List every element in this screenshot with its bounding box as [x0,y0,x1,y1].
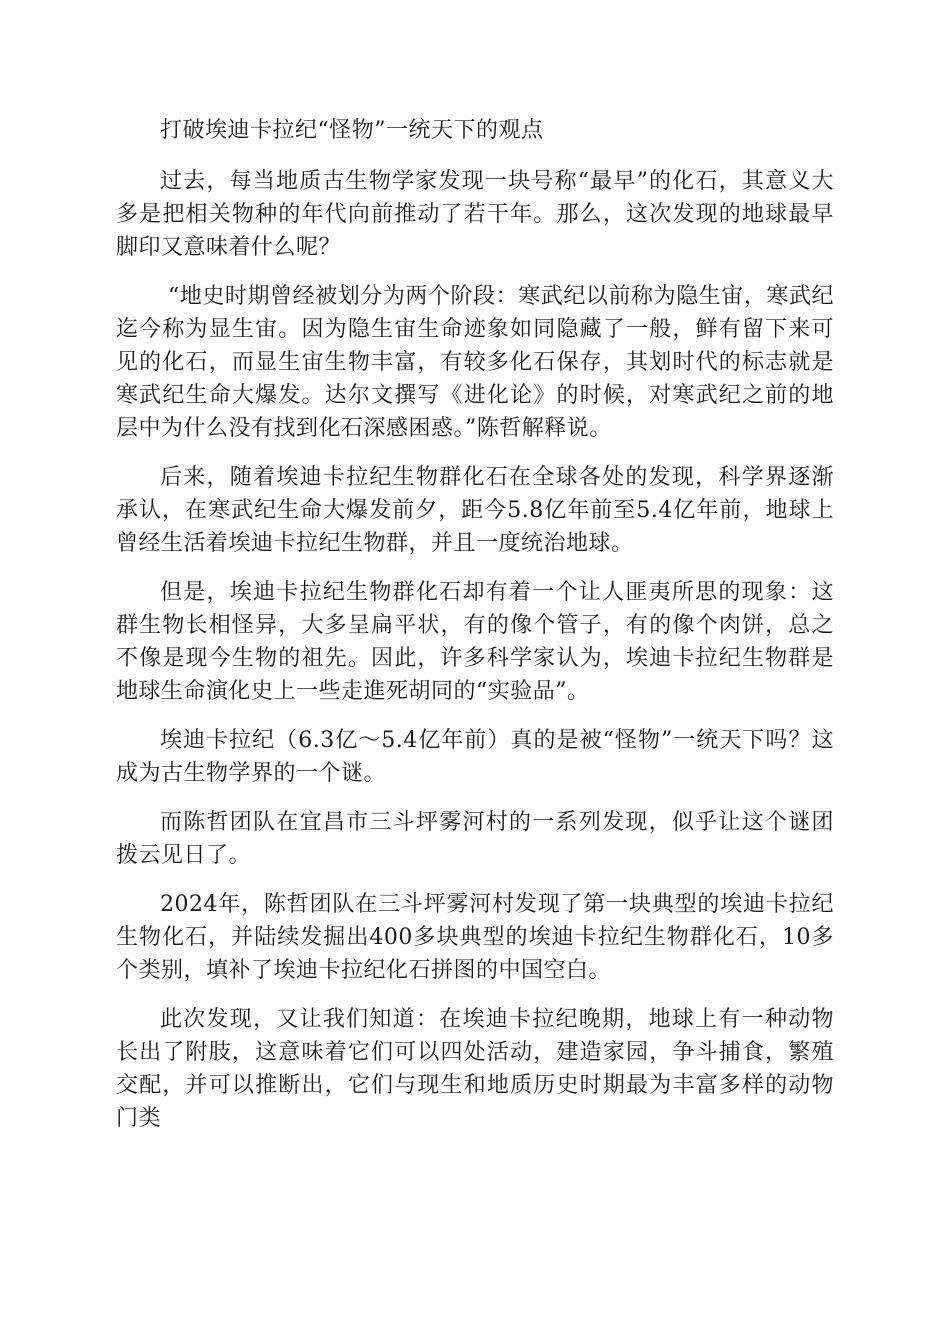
paragraph-1: 过去，每当地质古生物学家发现一块号称“最早”的化石，其意义大多是把相关物种的年代向前推动了若干年。那么，这次发现的地球最早脚印又意味着什么呢？ [116,169,834,260]
article-heading: 打破埃迪卡拉纪“怪物”一统天下的观点 [160,118,544,143]
paragraph-4: 但是，埃迪卡拉纪生物群化石却有着一个让人匪夷所思的现象：这群生物长相怪异，大多呈扁平状，有的像个管子，有的像个肉饼，总之不像是现今生物的祖先。因此，许多科学家认为，埃迪卡拉纪生物群是地球生命演化史上一些走進死胡同的“实验品”。 [116,580,834,704]
paragraph-5: 埃迪卡拉纪（6.3亿～5.4亿年前）真的是被“怪物”一统天下吗？这成为古生物学界的一个谜。 [116,728,834,786]
paragraph-8: 此次发现，又让我们知道：在埃迪卡拉纪晚期，地球上有一种动物长出了附肢，这意味着它们可以四处活动，建造家园，争斗捕食，繁殖交配，并可以推断出，它们与现生和地质历史时期最为丰富多样的动物门类 [116,1007,834,1131]
paragraph-3: 后来，随着埃迪卡拉纪生物群化石在全球各处的发现，科学界逐渐承认，在寒武纪生命大爆发前夕，距今5.8亿年前至5.4亿年前，地球上曾经生活着埃迪卡拉纪生物群，并且一度统治地球。 [116,465,834,556]
paragraph-2: “地史时期曾经被划分为两个阶段：寒武纪以前称为隐生宙，寒武纪迄今称为显生宙。因为隐生宙生命迹象如同隐藏了一般，鲜有留下来可见的化石，而显生宙生物丰富，有较多化石保存，其划时代的标志就是寒武纪生命大爆发。达尔文撰写《进化论》的时候，对寒武纪之前的地层中为什么没有找到化石深感困惑。”陈哲解释说。 [116,284,834,441]
paragraph-6: 而陈哲团队在宜昌市三斗坪雾河村的一系列发现，似乎让这个谜团拨云见日了。 [116,810,834,868]
paragraph-7: 2024年，陈哲团队在三斗坪雾河村发现了第一块典型的埃迪卡拉纪生物化石，并陆续发掘出400多块典型的埃迪卡拉纪生物群化石，10多个类别，填补了埃迪卡拉纪化石拼图的中国空白。 [116,892,834,983]
article-body [116,114,834,1151]
